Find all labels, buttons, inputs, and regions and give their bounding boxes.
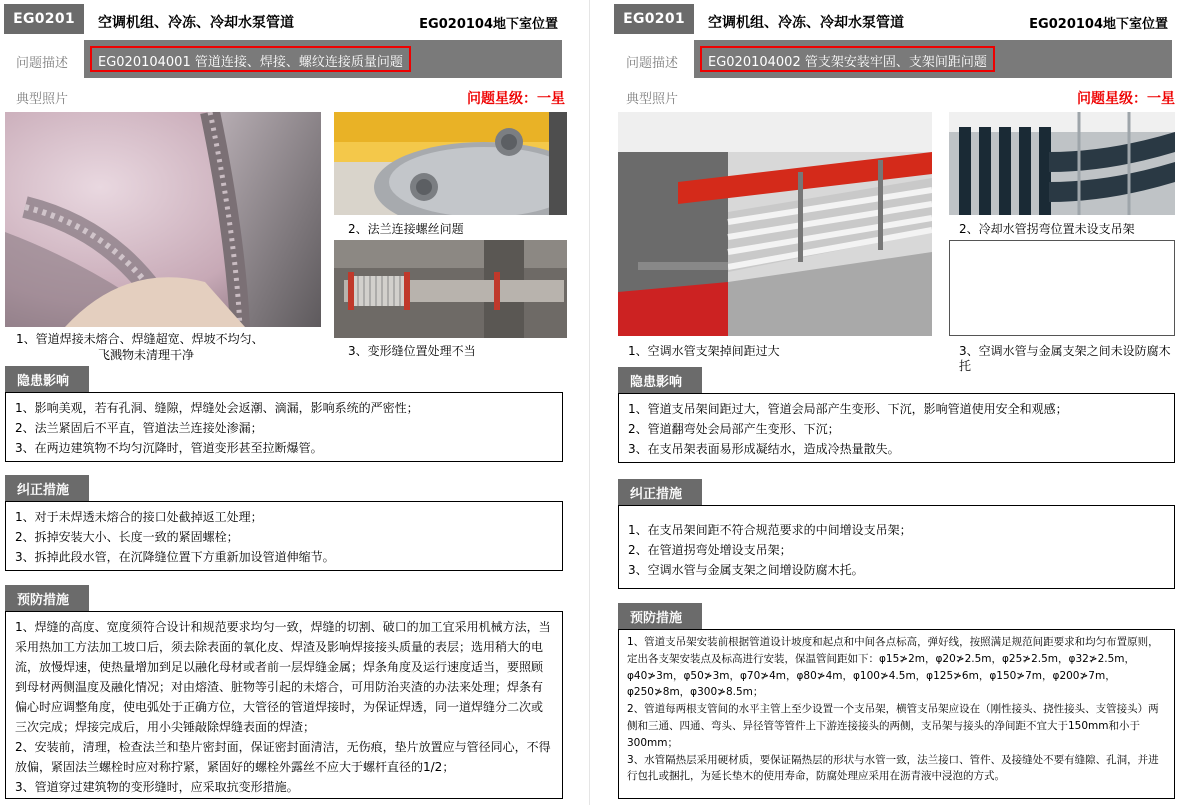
location-label: EG020104地下室位置 [1029,17,1168,32]
fix-item: 2、拆掉安装大小、长度一致的紧固螺栓； [15,530,239,544]
photo-weld [5,112,321,327]
fix-tab: 纠正措施 [618,479,702,505]
hazard-item: 1、影响美观，若有孔洞、缝隙，焊缝处会返潮、滴漏，影响系统的严密性； [15,401,419,415]
fix-box [618,505,1175,589]
hazard-box [5,392,563,462]
description-text: EG020104002 管支架安装牢固、支架间距问题 [700,46,995,72]
hazard-item: 3、在两边建筑物不均匀沉降时，管道变形甚至拉断爆管。 [15,441,323,455]
description-text: EG020104001 管道连接、焊接、螺纹连接质量问题 [90,46,411,72]
prevent-item: 1、焊缝的高度、宽度须符合设计和规范要求均匀一致，焊缝的切割、破口的加工宜采用机械方法，当采用热加工方法加工坡口后，须去除表面的氧化皮、焊渣及影响焊接接头质量的表层；选用稍大的电流，放慢焊速，使热量增加到足以融化母材或者前一层焊缝金属；焊条角度及运行速度适当，要照顾到母材两侧温度及融化情况；对由熔渣、脏物等引起的未熔合，可用防治夹渣的办法来处理；焊条有偏心时应调整角度，使电弧处于正确方位，大管径的管道焊接时，为保证焊透，同一道焊缝分二次或三次完成；焊接完成后，用小尖锤敲除焊缝表面的焊渣； [15,620,551,734]
prevent-item: 2、安装前，清理，检查法兰和垫片密封面，保证密封面清洁，无伤痕，垫片放置应与管径同心，不得放偏，紧固法兰螺栓时应对称拧紧，紧固好的螺栓外露丝不应大于螺杆直径的1/2； [15,740,551,774]
fix-item: 3、拆掉此段水管，在沉降缝位置下方重新加设管道伸缩节。 [15,550,335,564]
photo-placeholder [949,240,1175,336]
fix-item: 1、对于未焊透未熔合的接口处截掉返工处理； [15,510,263,524]
severity-star: 问题星级：一星 [467,91,565,107]
photo-section-label: 典型照片 [16,92,69,107]
location-label: EG020104地下室位置 [419,17,558,32]
card-right [612,0,1183,805]
hazard-item: 3、在支吊架表面易形成凝结水，造成冷热量散失。 [628,442,900,456]
caption-2: 2、冷却水管拐弯位置未设支吊架 [959,222,1135,236]
prevent-box [5,611,563,799]
hazard-tab: 隐患影响 [618,367,702,393]
caption-3: 3、空调水管与金属支架之间未设防腐木托 [959,344,1171,373]
photo-joint [334,240,567,338]
hazard-item: 1、管道支吊架间距过大，管道会局部产生变形、下沉，影响管道使用安全和观感； [628,402,1068,416]
hazard-item: 2、法兰紧固后不平直，管道法兰连接处渗漏； [15,421,263,435]
caption-2: 2、法兰连接螺丝问题 [348,222,464,236]
prevent-item: 1、管道支吊架安装前根据管道设计坡度和起点和中间各点标高，弹好线，按照满足规范间距要求和均匀布置原则，定出各支架安装点及标高进行安装，保温管间距如下：φ15≯2m，φ20≯2.5m，φ25≯2.5m，φ32≯2.5m，φ40≯3m，φ50≯3m，φ70≯4m，φ80≯4m，φ100≯4.5m，φ125≯6m，φ150≯7m，φ200≯7m，φ250≯8m，φ300≯8.5m； [627,636,1159,699]
fix-box [5,501,563,571]
code-badge: EG0201 [4,4,84,34]
caption-1b: 飞溅物未清理干净 [98,348,195,362]
description-label: 问题描述 [16,56,69,71]
card-left [2,0,577,805]
description-row [2,40,562,78]
page-divider [589,0,590,805]
photo-support-spacing [618,112,932,336]
hazard-box [618,393,1175,463]
severity-star: 问题星级：一星 [1077,91,1175,107]
prevent-tab: 预防措施 [5,585,89,611]
prevent-tab: 预防措施 [618,603,702,629]
prevent-item: 2、管道每两根支管间的水平主管上至少设置一个支吊架，横管支吊架应设在（刚性接头、挠性接头、支管接头）两侧和三通、四通、弯头、异径管等管件上下游连接接头的两侧，支吊架与接头的净间距不宜大于150mm和小于300mm； [627,703,1159,749]
fix-item: 1、在支吊架间距不符合规范要求的中间增设支吊架； [628,523,912,537]
photo-section-label: 典型照片 [626,92,679,107]
photo-cooling-pipes [949,112,1175,215]
hazard-tab: 隐患影响 [5,366,89,392]
photo-flange [334,112,567,215]
card-title: 空调机组、冷冻、冷却水泵管道 [708,15,904,31]
caption-1: 1、管道焊接未熔合、焊缝超宽、焊坡不均匀、 [16,332,264,346]
prevent-box [618,629,1175,799]
card-header [2,0,562,38]
fix-tab: 纠正措施 [5,475,89,501]
card-title: 空调机组、冷冻、冷却水泵管道 [98,15,294,31]
description-row [612,40,1172,78]
caption-3: 3、变形缝位置处理不当 [348,344,476,358]
description-band [694,40,1172,78]
caption-1: 1、空调水管支架掉间距过大 [628,344,780,358]
prevent-item: 3、水管隔热层采用硬材质，要保证隔热层的形状与水管一致，法兰接口、管件、及接缝处不要有缝隙、孔洞，并进行包扎或捆扎，为延长垫木的使用寿命，防腐处理应采用在沥青液中浸泡的方式。 [627,753,1159,783]
fix-item: 3、空调水管与金属支架之间增设防腐木托。 [628,563,864,577]
fix-item: 2、在管道拐弯处增设支吊架； [628,543,792,557]
prevent-item: 3、管道穿过建筑物的变形缝时，应采取抗变形措施。 [15,780,299,794]
hazard-item: 2、管道翻弯处会局部产生变形、下沉； [628,422,840,436]
description-band [84,40,562,78]
description-label: 问题描述 [626,56,679,71]
card-header [612,0,1172,38]
code-badge: EG0201 [614,4,694,34]
